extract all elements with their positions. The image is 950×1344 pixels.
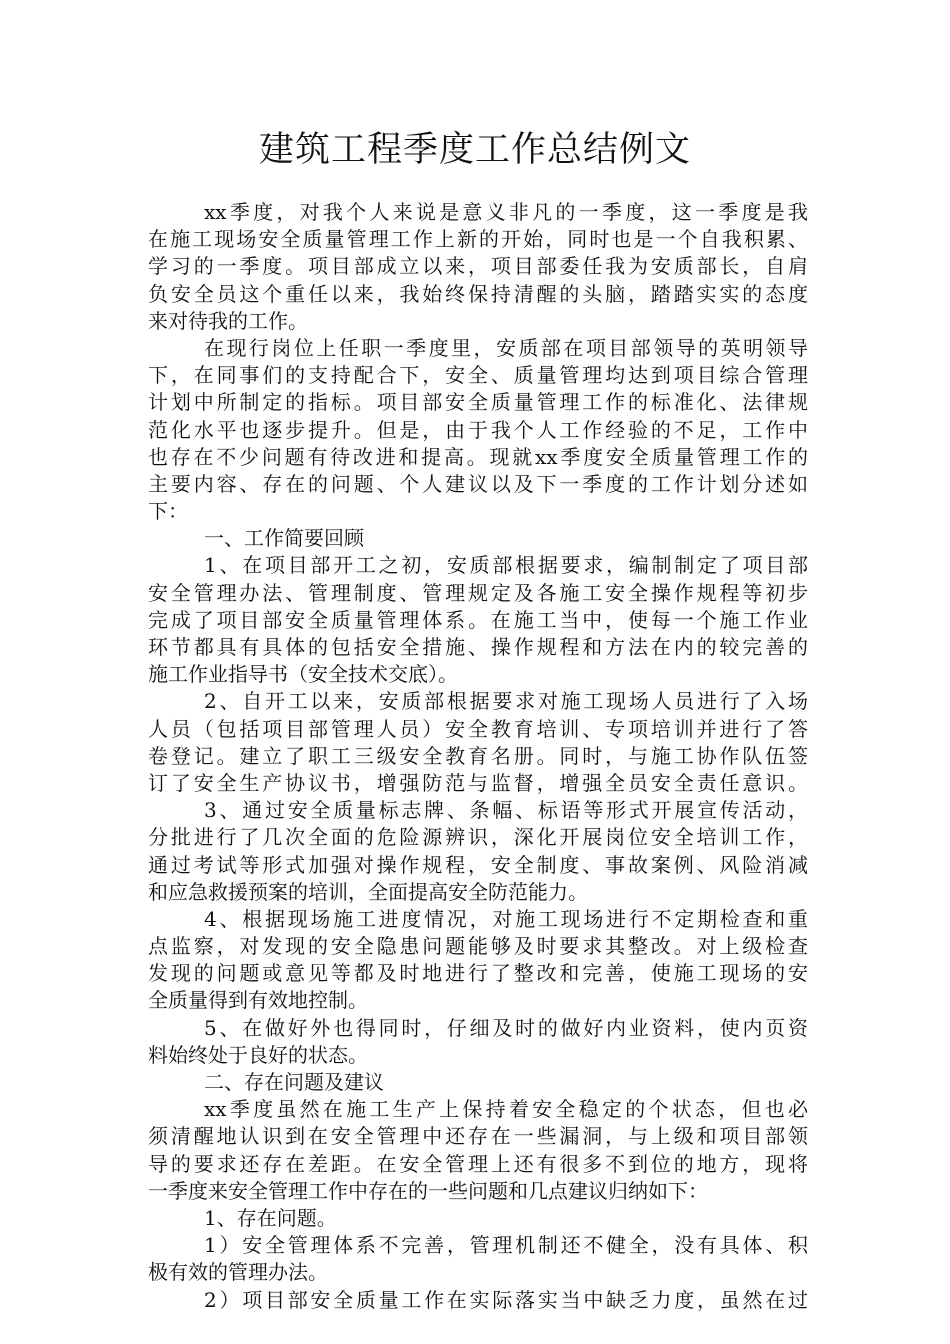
text-line: 在施工现场安全质量管理工作上新的开始，同时也是一个自我积累、: [148, 227, 808, 252]
text-line: 一、工作简要回顾: [204, 526, 364, 551]
text-line: 下：: [148, 499, 188, 524]
text-line: xx季度虽然在施工生产上保持着安全稳定的个状态，但也必: [204, 1097, 808, 1122]
text-line: 人员（包括项目部管理人员）安全教育培训、专项培训并进行了答: [148, 716, 808, 741]
text-line: 主要内容、存在的问题、个人建议以及下一季度的工作计划分述如: [148, 471, 808, 496]
text-line: 全质量得到有效地控制。: [148, 988, 368, 1013]
text-line: 点监察，对发现的安全隐患问题能够及时要求其整改。对上级检查: [148, 934, 808, 959]
text-line: 通过考试等形式加强对操作规程，安全制度、事故案例、风险消减: [148, 852, 808, 877]
text-line: 环节都具有具体的包括安全措施、操作规程和方法在内的较完善的: [148, 635, 808, 659]
text-line: 卷登记。建立了职工三级安全教育名册。同时，与施工协作队伍签: [148, 743, 808, 768]
text-line: 来对待我的工作。: [148, 308, 308, 333]
text-line: 料始终处于良好的状态。: [148, 1042, 368, 1067]
text-line: 二、存在问题及建议: [204, 1070, 384, 1094]
text-line: 一季度来安全管理工作中存在的一些问题和几点建议归纳如下：: [148, 1178, 708, 1203]
text-line: 分批进行了几次全面的危险源辨识，深化开展岗位安全培训工作，: [148, 825, 808, 850]
text-line: 和应急救援预案的培训，全面提高安全防范能力。: [148, 879, 588, 904]
text-line: 范化水平也逐步提升。但是，由于我个人工作经验的不足，工作中: [148, 417, 808, 442]
text-line: xx季度，对我个人来说是意义非凡的一季度，这一季度是我: [204, 200, 808, 224]
document-title: 建筑工程季度工作总结例文: [258, 130, 691, 170]
text-line: 极有效的管理办法。: [148, 1260, 328, 1285]
text-line: 1、在项目部开工之初，安质部根据要求，编制制定了项目部: [204, 553, 808, 578]
text-line: 5、在做好外也得同时，仔细及时的做好内业资料，使内页资: [204, 1015, 808, 1040]
text-line: 4、根据现场施工进度情况，对施工现场进行不定期检查和重: [204, 906, 808, 931]
text-line: 下，在同事们的支持配合下，安全、质量管理均达到项目综合管理: [148, 363, 808, 388]
text-line: 完成了项目部安全质量管理体系。在施工当中，使每一个施工作业: [148, 607, 808, 632]
text-line: 也存在不少问题有待改进和提高。现就xx季度安全质量管理工作的: [148, 444, 808, 469]
text-line: 发现的问题或意见等都及时地进行了整改和完善，使施工现场的安: [148, 961, 808, 986]
document-body: [148, 199, 808, 1314]
text-line: 负安全员这个重任以来，我始终保持清醒的头脑，踏踏实实的态度: [148, 281, 808, 306]
text-line: 1）安全管理体系不完善，管理机制还不健全，没有具体、积: [204, 1233, 808, 1258]
text-line: 须清醒地认识到在安全管理中还存在一些漏洞，与上级和项目部领: [148, 1124, 808, 1149]
text-line: 施工作业指导书（安全技术交底）。: [148, 662, 458, 687]
text-line: 学习的一季度。项目部成立以来，项目部委任我为安质部长，自肩: [148, 254, 808, 279]
text-line: 计划中所制定的指标。项目部安全质量管理工作的标准化、法律规: [148, 390, 808, 415]
text-line: 1、存在问题。: [204, 1205, 337, 1230]
text-line: 2）项目部安全质量工作在实际落实当中缺乏力度，虽然在过: [204, 1287, 808, 1312]
text-line: 在现行岗位上任职一季度里，安质部在项目部领导的英明领导: [204, 335, 808, 360]
text-line: 订了安全生产协议书，增强防范与监督，增强全员安全责任意识。: [148, 770, 808, 795]
text-line: 3、通过安全质量标志牌、条幅、标语等形式开展宣传活动，: [204, 798, 808, 823]
text-line: 安全管理办法、管理制度、管理规定及各施工安全操作规程等初步: [148, 580, 808, 605]
text-line: 导的要求还存在差距。在安全管理上还有很多不到位的地方，现将: [148, 1151, 808, 1176]
text-line: 2、自开工以来，安质部根据要求对施工现场人员进行了入场: [204, 689, 808, 714]
